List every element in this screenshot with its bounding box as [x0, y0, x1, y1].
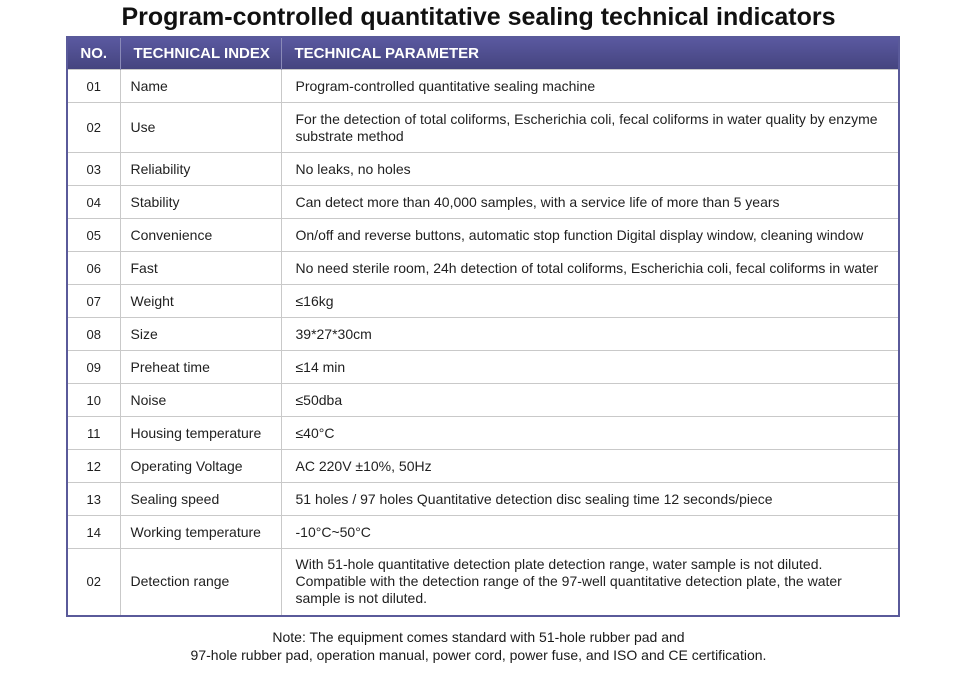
page-title: Program-controlled quantitative sealing technical indicators [121, 3, 836, 31]
row-number: 07 [67, 285, 120, 318]
row-number: 10 [67, 384, 120, 417]
table-row [67, 318, 899, 351]
row-parameter: ≤14 min [281, 351, 899, 384]
row-number: 11 [67, 417, 120, 450]
header-no: NO. [67, 37, 120, 70]
row-parameter: 51 holes / 97 holes Quantitative detection disc sealing time 12 seconds/piece [281, 483, 899, 516]
row-index: Sealing speed [120, 483, 281, 516]
row-number: 13 [67, 483, 120, 516]
row-index: Fast [120, 252, 281, 285]
row-number: 09 [67, 351, 120, 384]
table-row [67, 103, 899, 153]
table-row [67, 417, 899, 450]
row-parameter: With 51-hole quantitative detection plate detection range, water sample is not diluted. Compatible with the detection range of the 97-well quantitative detection plate, the water sample is not diluted. [281, 549, 899, 616]
table-row [67, 252, 899, 285]
row-number: 03 [67, 153, 120, 186]
row-parameter: No leaks, no holes [281, 153, 899, 186]
row-index: Noise [120, 384, 281, 417]
table-header-row [67, 37, 899, 70]
table-row [67, 351, 899, 384]
row-number: 02 [67, 549, 120, 616]
row-parameter: Can detect more than 40,000 samples, with a service life of more than 5 years [281, 186, 899, 219]
table-row [67, 516, 899, 549]
row-parameter: ≤40°C [281, 417, 899, 450]
row-index: Convenience [120, 219, 281, 252]
row-index: Detection range [120, 549, 281, 616]
row-parameter: -10°C~50°C [281, 516, 899, 549]
row-index: Housing temperature [120, 417, 281, 450]
row-parameter: No need sterile room, 24h detection of total coliforms, Escherichia coli, fecal coliforms in water [281, 252, 899, 285]
row-parameter: Program-controlled quantitative sealing machine [281, 70, 899, 103]
row-number: 05 [67, 219, 120, 252]
row-index: Working temperature [120, 516, 281, 549]
row-parameter: ≤16kg [281, 285, 899, 318]
row-index: Use [120, 103, 281, 153]
row-parameter: AC 220V ±10%, 50Hz [281, 450, 899, 483]
row-index: Name [120, 70, 281, 103]
row-index: Stability [120, 186, 281, 219]
technical-indicators-table [66, 36, 900, 617]
table-row [67, 153, 899, 186]
row-parameter: On/off and reverse buttons, automatic stop function Digital display window, cleaning window [281, 219, 899, 252]
table-row [67, 549, 899, 616]
header-technical-parameter: TECHNICAL PARAMETER [281, 37, 899, 70]
footnote [0, 628, 957, 664]
table-row [67, 70, 899, 103]
row-index: Weight [120, 285, 281, 318]
row-number: 01 [67, 70, 120, 103]
table-row [67, 285, 899, 318]
footnote-line-1: Note: The equipment comes standard with 51-hole rubber pad and [272, 629, 685, 645]
row-parameter: For the detection of total coliforms, Escherichia coli, fecal coliforms in water quality by enzyme substrate method [281, 103, 899, 153]
table-row [67, 186, 899, 219]
row-index: Operating Voltage [120, 450, 281, 483]
footnote-line-2: 97-hole rubber pad, operation manual, power cord, power fuse, and ISO and CE certification. [190, 647, 767, 663]
row-index: Preheat time [120, 351, 281, 384]
row-number: 02 [67, 103, 120, 153]
row-parameter: ≤50dba [281, 384, 899, 417]
row-number: 04 [67, 186, 120, 219]
table-row [67, 219, 899, 252]
table-row [67, 483, 899, 516]
row-number: 08 [67, 318, 120, 351]
row-parameter: 39*27*30cm [281, 318, 899, 351]
row-number: 12 [67, 450, 120, 483]
table-row [67, 450, 899, 483]
table-row [67, 384, 899, 417]
row-index: Size [120, 318, 281, 351]
row-index: Reliability [120, 153, 281, 186]
header-technical-index: TECHNICAL INDEX [120, 37, 281, 70]
row-number: 06 [67, 252, 120, 285]
row-number: 14 [67, 516, 120, 549]
